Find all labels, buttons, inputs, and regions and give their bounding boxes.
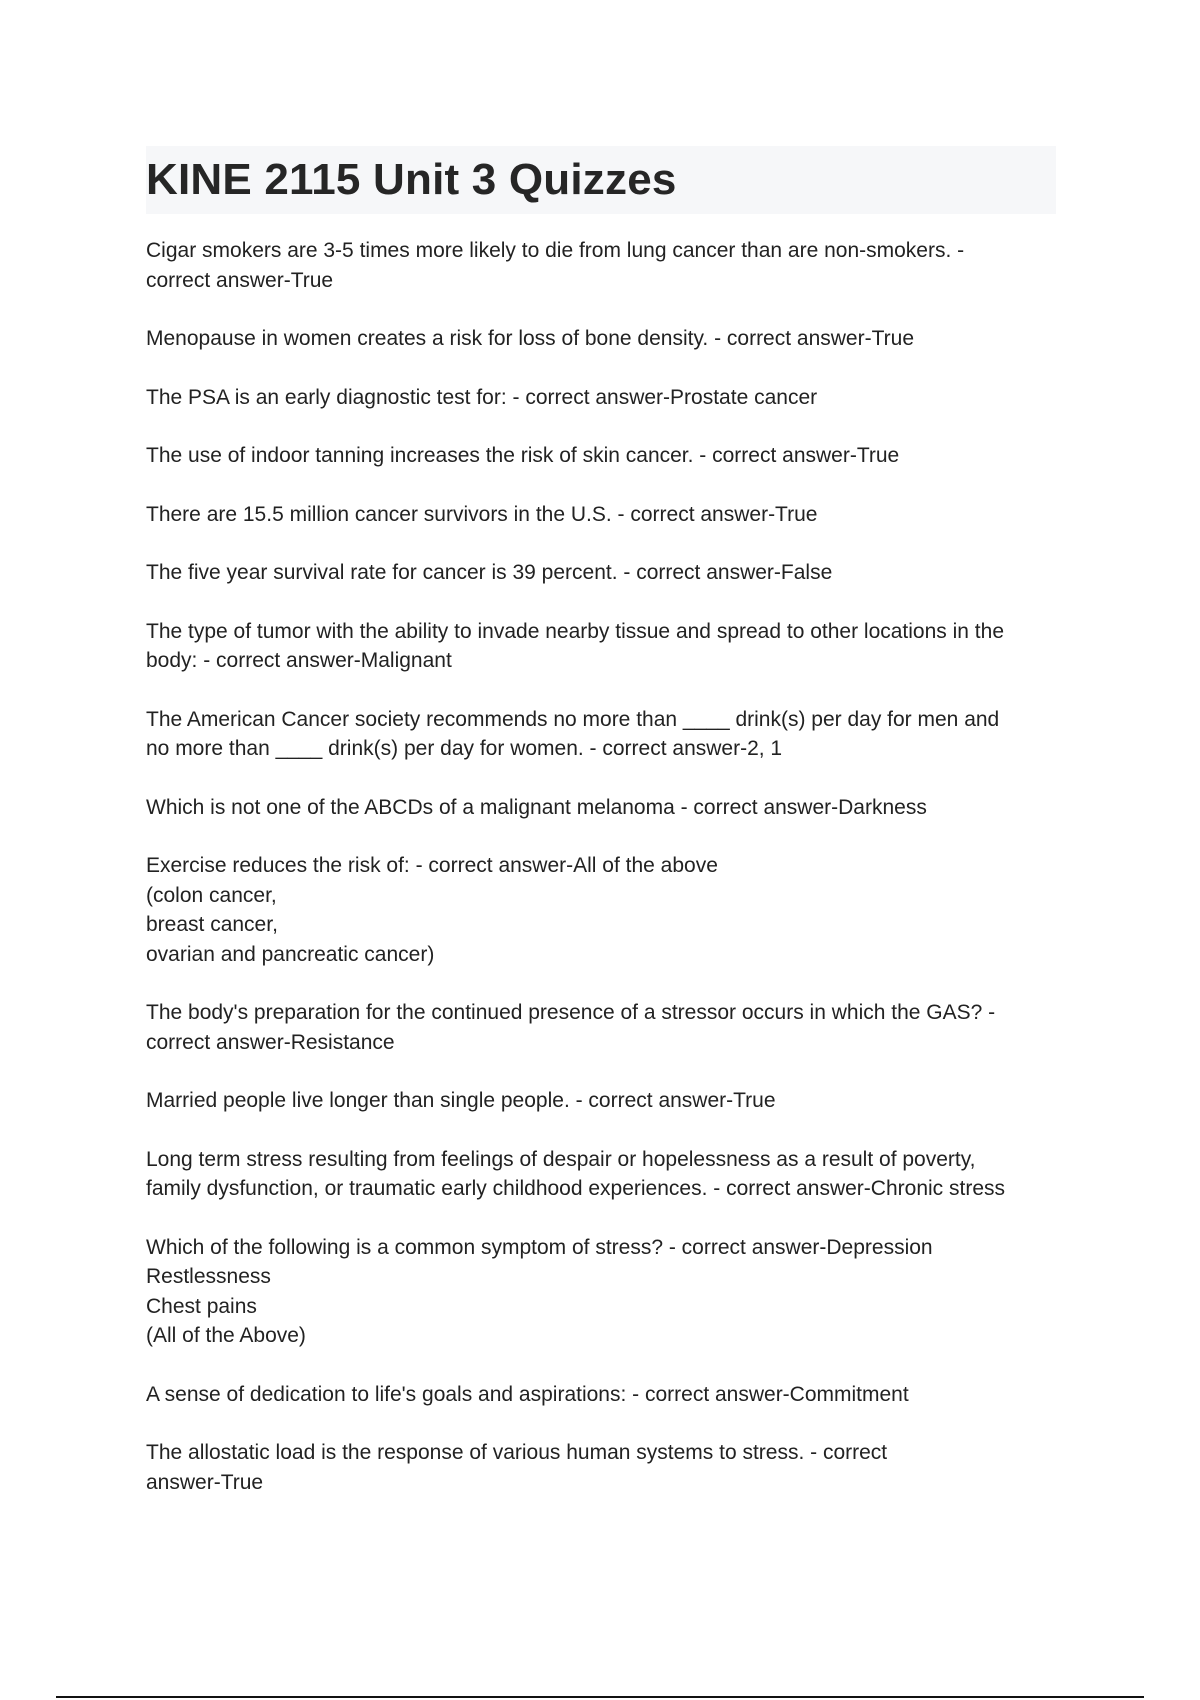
qa-item-12: Married people live longer than single people. - correct answer-True bbox=[146, 1089, 776, 1112]
qa-item-2: Menopause in women creates a risk for loss of bone density. - correct answer-True bbox=[146, 327, 914, 350]
question-answer-list bbox=[146, 236, 1076, 1526]
qa-item-7: The type of tumor with the ability to invade nearby tissue and spread to other locations in the body: - correct answer-Malignant bbox=[146, 619, 1004, 672]
qa-item-11: The body's preparation for the continued presence of a stressor occurs in which the GAS? - correct answer-Resistance bbox=[146, 1001, 996, 1054]
document-title: KINE 2115 Unit 3 Quizzes bbox=[146, 155, 677, 204]
footer-divider bbox=[56, 1696, 1144, 1698]
qa-item-10: Exercise reduces the risk of: - correct answer-All of the above (colon cancer, breast cancer, ovarian and pancreatic cancer) bbox=[146, 854, 718, 966]
qa-item-5: There are 15.5 million cancer survivors in the U.S. - correct answer-True bbox=[146, 502, 818, 526]
qa-item-13: Long term stress resulting from feelings of despair or hopelessness as a result of poverty, family dysfunction, or traumatic early childhood experiences. - correct answer-Chronic stress bbox=[146, 1147, 1006, 1200]
qa-item-8: The American Cancer society recommends no more than ____ drink(s) per day for men and no more than ____ drink(s) per day for women. - correct answer-2, 1 bbox=[146, 707, 1000, 760]
qa-item-9: Which is not one of the ABCDs of a malignant melanoma - correct answer-Darkness bbox=[146, 795, 927, 819]
qa-item-3: The PSA is an early diagnostic test for: - correct answer-Prostate cancer bbox=[146, 385, 818, 409]
qa-item-4: The use of indoor tanning increases the risk of skin cancer. - correct answer-True bbox=[146, 444, 900, 467]
qa-item-14: Which of the following is a common symptom of stress? - correct answer-Depression Restlessness Chest pains (All of the Above) bbox=[146, 1235, 933, 1347]
qa-item-16: The allostatic load is the response of various human systems to stress. - correct answer-True bbox=[146, 1441, 888, 1494]
qa-item-1: Cigar smokers are 3-5 times more likely to die from lung cancer than are non-smokers. - correct answer-True bbox=[146, 239, 965, 292]
qa-item-6: The five year survival rate for cancer is 39 percent. - correct answer-False bbox=[146, 561, 833, 584]
qa-item-15: A sense of dedication to life's goals and aspirations: - correct answer-Commitment bbox=[146, 1382, 909, 1406]
